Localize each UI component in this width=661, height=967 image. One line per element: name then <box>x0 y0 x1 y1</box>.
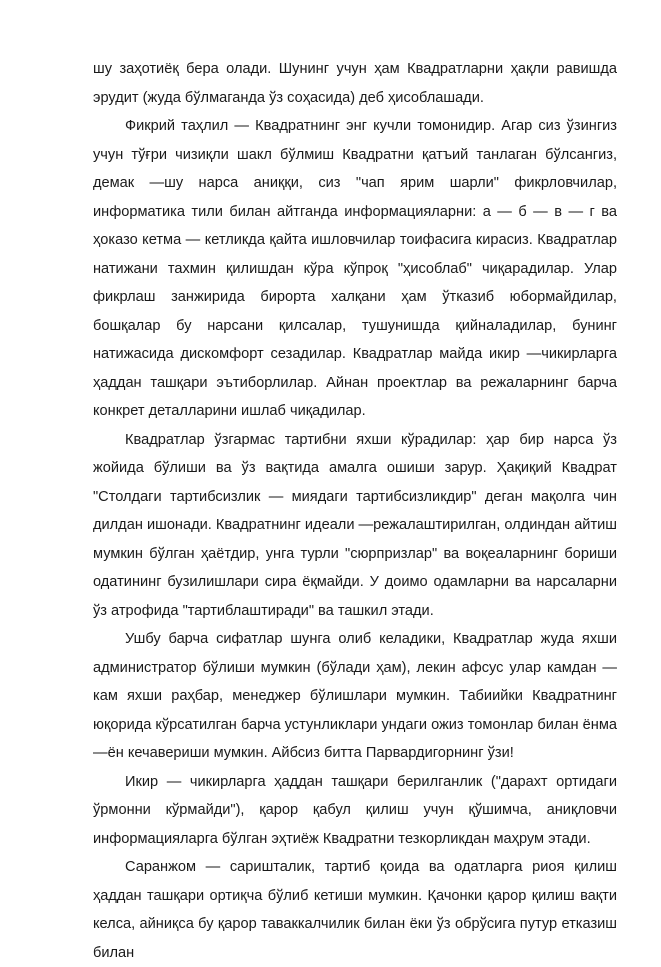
paragraph: Ушбу барча сифатлар шунга олиб келадики, Квадратлар жуда яхши администратор бўлиши мумкин (бўлади ҳам), лекин афсус улар камдан —кам яхши раҳбар, менеджер бўлишлари мумкин. Табиийки Квадратнинг юқорида кўрсатилган барча устунликлари ундаги ожиз томонлар билан ёнма —ён кечавериши мумкин. Айбсиз битта Парвардигорнинг ўзи! <box>93 631 617 761</box>
paragraph-continued: шу заҳотиёқ бера олади. Шунинг учун ҳам Квадратларни ҳақли равишда эрудит (жуда бўлмаганда ўз соҳасида) деб ҳисоблашади. <box>93 61 617 106</box>
paragraph: Икир — чикирларга ҳаддан ташқари берилганлик ("дарахт ортидаги ўрмонни кўрмайди"), қарор қабул қилиш учун қўшимча, аниқловчи информацияларга бўлган эҳтиёж Квадратни тезкорликдан маҳрум этади. <box>93 773 617 847</box>
paragraph: Фикрий таҳлил — Квадратнинг энг кучли томонидир. Агар сиз ўзингиз учун тўғри чизиқли шакл бўлмиш Квадратни қатъий танлаган бўлсангиз, демак —шу нарса аниққи, сиз "чап ярим шарли" фикрловчилар, информатика тили билан айтганда информацияларни: а — б — в — г ва ҳоказо кетма — кетликда қайта ишловчилар тоифасига кирасиз. Квадратлар натижани тахмин қилишдан кўра кўпроқ "ҳисоблаб" чиқарадилар. Улар фикрлаш занжирида бирорта халқани ҳам ўтказиб юбормайдилар, бошқалар бу нарсани қилсалар, тушунишда қийналадилар, бунинг натижасида дискомфорт сезадилар. Квадратлар майда икир —чикирларга ҳаддан ташқари эътиборлилар. Айнан проектлар ва режаларнинг барча конкрет деталларини ишлаб чиқадилар. <box>93 118 617 419</box>
paragraph: Саранжом — саришталик, тартиб қоида ва одатларга риоя қилиш ҳаддан ташқари ортиқча бўлиб кетиши мумкин. Қачонки қарор қилиш вақти келса, айниқса бу қарор таваккалчилик билан ёки ўз обрўсига путур етказиш билан <box>93 859 617 961</box>
paragraph: Квадратлар ўзгармас тартибни яхши кўрадилар: ҳар бир нарса ўз жойида бўлиши ва ўз вақтида амалга ошиши зарур. Ҳақиқий Квадрат "Столдаги тартибсизлик — миядаги тартибсизликдир" деган мақолга чин дилдан ишонади. Квадратнинг идеали —режалаштирилган, олдиндан айтиш мумкин бўлган ҳаётдир, унга турли "сюрпризлар" ва воқеаларнинг бориши одатининг бузилишлари сира ёқмайди. У доимо одамларни ва нарсаларни ўз атрофида "тартиблаштиради" ва ташкил этади. <box>93 431 617 619</box>
document-page <box>93 55 617 967</box>
